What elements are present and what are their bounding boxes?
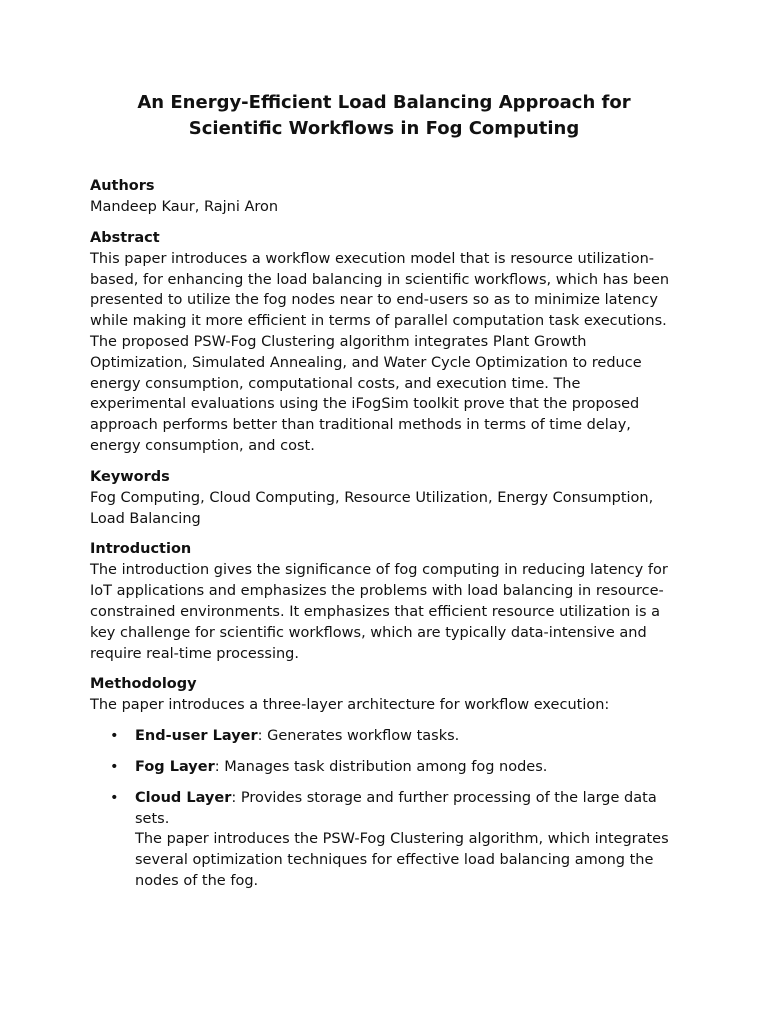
list-item bbox=[90, 757, 678, 778]
introduction-text: The introduction gives the significance of fog computing in reducing latency for IoT applications and emphasizes the problems with load balancing in resource-constrained environments. It emphasizes that efficient resource utilization is a key challenge for scientific workflows, which are typically data-intensive and require real-time processing. bbox=[90, 562, 668, 662]
authors-section bbox=[90, 176, 678, 218]
list-item bbox=[90, 788, 678, 892]
bullet-icon: • bbox=[110, 758, 119, 775]
keywords-text: Fog Computing, Cloud Computing, Resource Utilization, Energy Consumption, Load Balancing bbox=[90, 489, 654, 527]
introduction-section bbox=[90, 539, 678, 664]
bullet-term: Fog Layer bbox=[135, 758, 215, 775]
abstract-section bbox=[90, 228, 678, 457]
bullet-icon: • bbox=[110, 789, 119, 806]
abstract-text: This paper introduces a workflow execution model that is resource utilization-based, for enhancing the load balancing in scientific workflows, which has been presented to utilize the fog nodes near to end-users so as to minimize latency while making it more efficient in terms of parallel computation task executions. The proposed PSW-Fog Clustering algorithm integrates Plant Growth Optimization, Simulated Annealing, and Water Cycle Optimization to reduce energy consumption, computational costs, and execution time. The experimental evaluations using the iFogSim toolkit prove that the proposed approach performs better than traditional methods in terms of time delay, energy consumption, and cost. bbox=[90, 250, 670, 454]
methodology-heading: Methodology bbox=[90, 676, 197, 693]
paper-title bbox=[90, 90, 678, 142]
bullet-text: : Manages task distribution among fog nodes. bbox=[214, 758, 548, 775]
paper-title-line-1: An Energy-Efficient Load Balancing Approach for bbox=[137, 92, 631, 113]
methodology-section bbox=[90, 674, 678, 891]
bullet-term: Cloud Layer bbox=[135, 789, 232, 806]
keywords-heading: Keywords bbox=[90, 468, 170, 485]
bullet-text: : Generates workflow tasks. bbox=[257, 728, 460, 745]
authors-heading: Authors bbox=[90, 178, 155, 194]
bullet-term: End-user Layer bbox=[135, 728, 258, 745]
introduction-heading: Introduction bbox=[90, 541, 192, 558]
list-item bbox=[90, 726, 678, 747]
methodology-intro: The paper introduces a three-layer architecture for workflow execution: bbox=[90, 697, 610, 714]
abstract-heading: Abstract bbox=[90, 229, 160, 246]
methodology-followup-text: The paper introduces the PSW-Fog Clustering algorithm, which integrates several optimization techniques for effective load balancing among the nodes of the fog. bbox=[135, 831, 669, 889]
bullet-icon: • bbox=[110, 728, 119, 745]
methodology-bullet-list bbox=[90, 726, 678, 892]
paper-title-line-2: Scientific Workflows in Fog Computing bbox=[188, 118, 580, 139]
bullet-text: : Provides storage and further processing of the large data sets. bbox=[135, 789, 657, 827]
keywords-section bbox=[90, 467, 678, 530]
authors-text: Mandeep Kaur, Rajni Aron bbox=[90, 199, 279, 215]
